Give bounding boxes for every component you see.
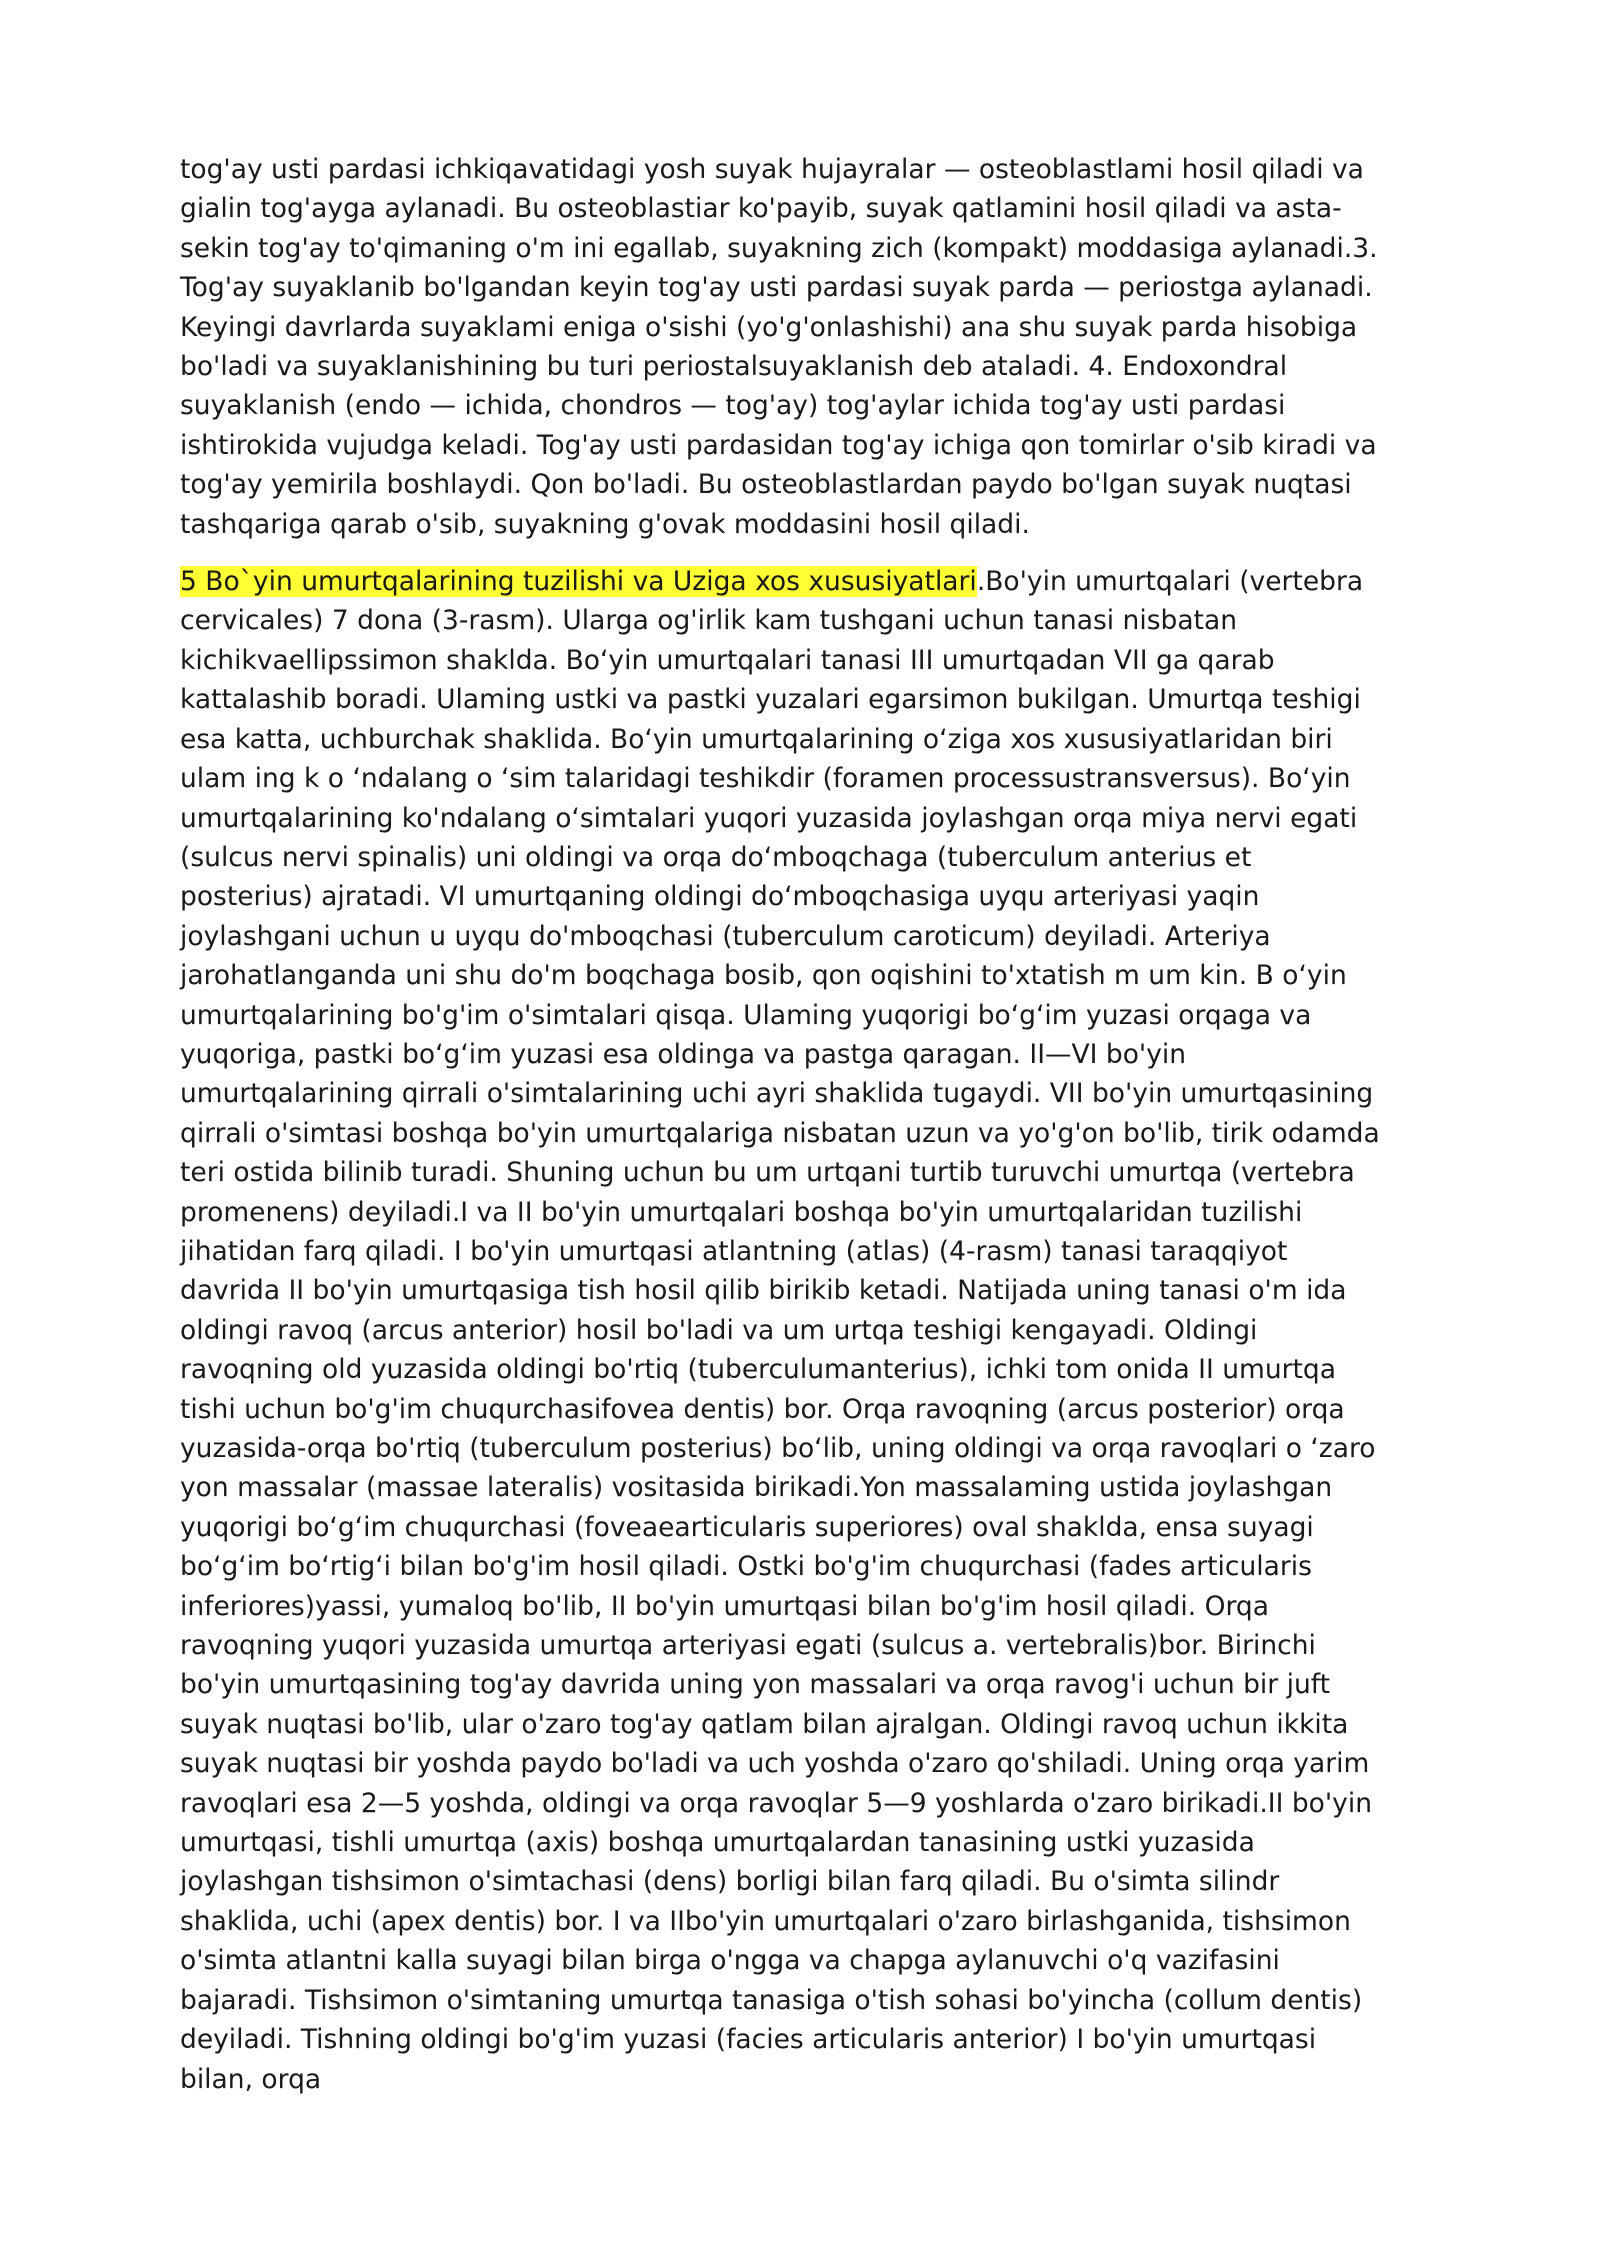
- paragraph-cervical-vertebrae: [180, 562, 1380, 2099]
- paragraph-ossification: tog'ay usti pardasi ichkiqavatidagi yosh suyak hujayralar — osteoblastlami hosil qiladi va gialin tog'ayga aylanadi. Bu osteoblastiar ko'payib, suyak qatlamini hosil qiladi va asta-sekin tog'ay to'qimaning o'm ini egallab, suyakning zich (kompakt) moddasiga aylanadi.3. Tog'ay suyaklanib bo'lgandan keyin tog'ay usti pardasi suyak parda — periostga aylanadi. Keyingi davrlarda suyaklami eniga o'sishi (yo'g'onlashishi) ana shu suyak parda hisobiga bo'ladi va suyaklanishining bu turi periostalsuyaklanish deb ataladi. 4. Endoxondral suyaklanish (endo — ichida, chondros — tog'ay) tog'aylar ichida tog'ay usti pardasi ishtirokida vujudga keladi. Tog'ay usti pardasidan tog'ay ichiga qon tomirlar o'sib kiradi va tog'ay yemirila boshlaydi. Qon bo'ladi. Bu osteoblastlardan paydo bo'lgan suyak nuqtasi tashqariga qarab o'sib, suyakning g'ovak moddasini hosil qiladi.: [180, 154, 1378, 540]
- document-page: [180, 150, 1380, 2117]
- section-heading-highlighted: 5 Bo`yin umurtqalarining tuzilishi va Uziga xos xususiyatlari: [180, 566, 977, 598]
- paragraph-cervical-body: .Bo'yin umurtqalari (vertebra cervicales) 7 dona (3-rasm). Ularga og'irlik kam tushgani uchun tanasi nisbatan kichikvaellipssimon shaklda. Bo‘yin umurtqalari tanasi III umurtqadan VII ga qarab kattalashib boradi. Ulaming ustki va pastki yuzalari egarsimon bukilgan. Umurtqa teshigi esa katta, uchburchak shaklida. Bo‘yin umurtqalarining o‘ziga xos xususiyatlaridan biri ulam ing k o ‘ndalang o ‘sim talaridagi teshikdir (foramen processustransversus). Bo‘yin umurtqalarining ko'ndalang o‘simtalari yuqori yuzasida joylashgan orqa miya nervi egati (sulcus nervi spinalis) uni oldingi va orqa do‘mboqchaga (tuberculum anterius et posterius) ajratadi. VI umurtqaning oldingi do‘mboqchasiga uyqu arteriyasi yaqin joylashgani uchun u uyqu do'mboqchasi (tuberculum caroticum) deyiladi. Arteriya jarohatlanganda uni shu do'm boqchaga bosib, qon oqishini to'xtatish m um kin. B o‘yin umurtqalarining bo'g'im o'simtalari qisqa. Ulaming yuqorigi bo‘g‘im yuzasi orqaga va yuqoriga, pastki bo‘g‘im yuzasi esa oldinga va pastga qaragan. II—VI bo'yin umurtqalarining qirrali o'simtalarining uchi ayri shaklida tugaydi. VII bo'yin umurtqasining qirrali o'simtasi boshqa bo'yin umurtqalariga nisbatan uzun va yo'g'on bo'lib, tirik odamda teri ostida bilinib turadi. Shuning uchun bu um urtqani turtib turuvchi umurtqa (vertebra promenens) deyiladi.I va II bo'yin umurtqalari boshqa bo'yin umurtqalaridan tuzilishi jihatidan farq qiladi. I bo'yin umurtqasi atlantning (atlas) (4-rasm) tanasi taraqqiyot davrida II bo'yin umurtqasiga tish hosil qilib birikib ketadi. Natijada uning tanasi o'm ida oldingi ravoq (arcus anterior) hosil bo'ladi va um urtqa teshigi kengayadi. Oldingi ravoqning old yuzasida oldingi bo'rtiq (tuberculumanterius), ichki tom onida II umurtqa tishi uchun bo'g'im chuqurchasifovea dentis) bor. Orqa ravoqning (arcus posterior) orqa yuzasida-orqa bo'rtiq (tuberculum posterius) bo‘lib, uning oldingi va orqa ravoqlari o ‘zaro yon massalar (massae lateralis) vositasida birikadi.Yon massalaming ustida joylashgan yuqorigi bo‘g‘im chuqurchasi (foveaearticularis superiores) oval shaklda, ensa suyagi bo‘g‘im bo‘rtig‘i bilan bo'g'im hosil qiladi. Ostki bo'g'im chuqurchasi (fades articularis inferiores)yassi, yumaloq bo'lib, II bo'yin umurtqasi bilan bo'g'im hosil qiladi. Orqa ravoqning yuqori yuzasida umurtqa arteriyasi egati (sulcus a. vertebralis)bor. Birinchi bo'yin umurtqasining tog'ay davrida uning yon massalari va orqa ravog'i uchun bir juft suyak nuqtasi bo'lib, ular o'zaro tog'ay qatlam bilan ajralgan. Oldingi ravoq uchun ikkita suyak nuqtasi bir yoshda paydo bo'ladi va uch yoshda o'zaro qo'shiladi. Uning orqa yarim ravoqlari esa 2—5 yoshda, oldingi va orqa ravoqlar 5—9 yoshlarda o'zaro birikadi.II bo'yin umurtqasi, tishli umurtqa (axis) boshqa umurtqalardan tanasining ustki yuzasida joylashgan tishsimon o'simtachasi (dens) borligi bilan farq qiladi. Bu o'simta silindr shaklida, uchi (apex dentis) bor. I va IIbo'yin umurtqalari o'zaro birlashganida, tishsimon o'simta atlantni kalla suyagi bilan birga o'ngga va chapga aylanuvchi o'q vazifasini bajaradi. Tishsimon o'simtaning umurtqa tanasiga o'tish sohasi bo'yincha (collum dentis) deyiladi. Tishning oldingi bo'g'im yuzasi (facies articularis anterior) I bo'yin umurtqasi bilan, orqa: [180, 566, 1380, 2095]
